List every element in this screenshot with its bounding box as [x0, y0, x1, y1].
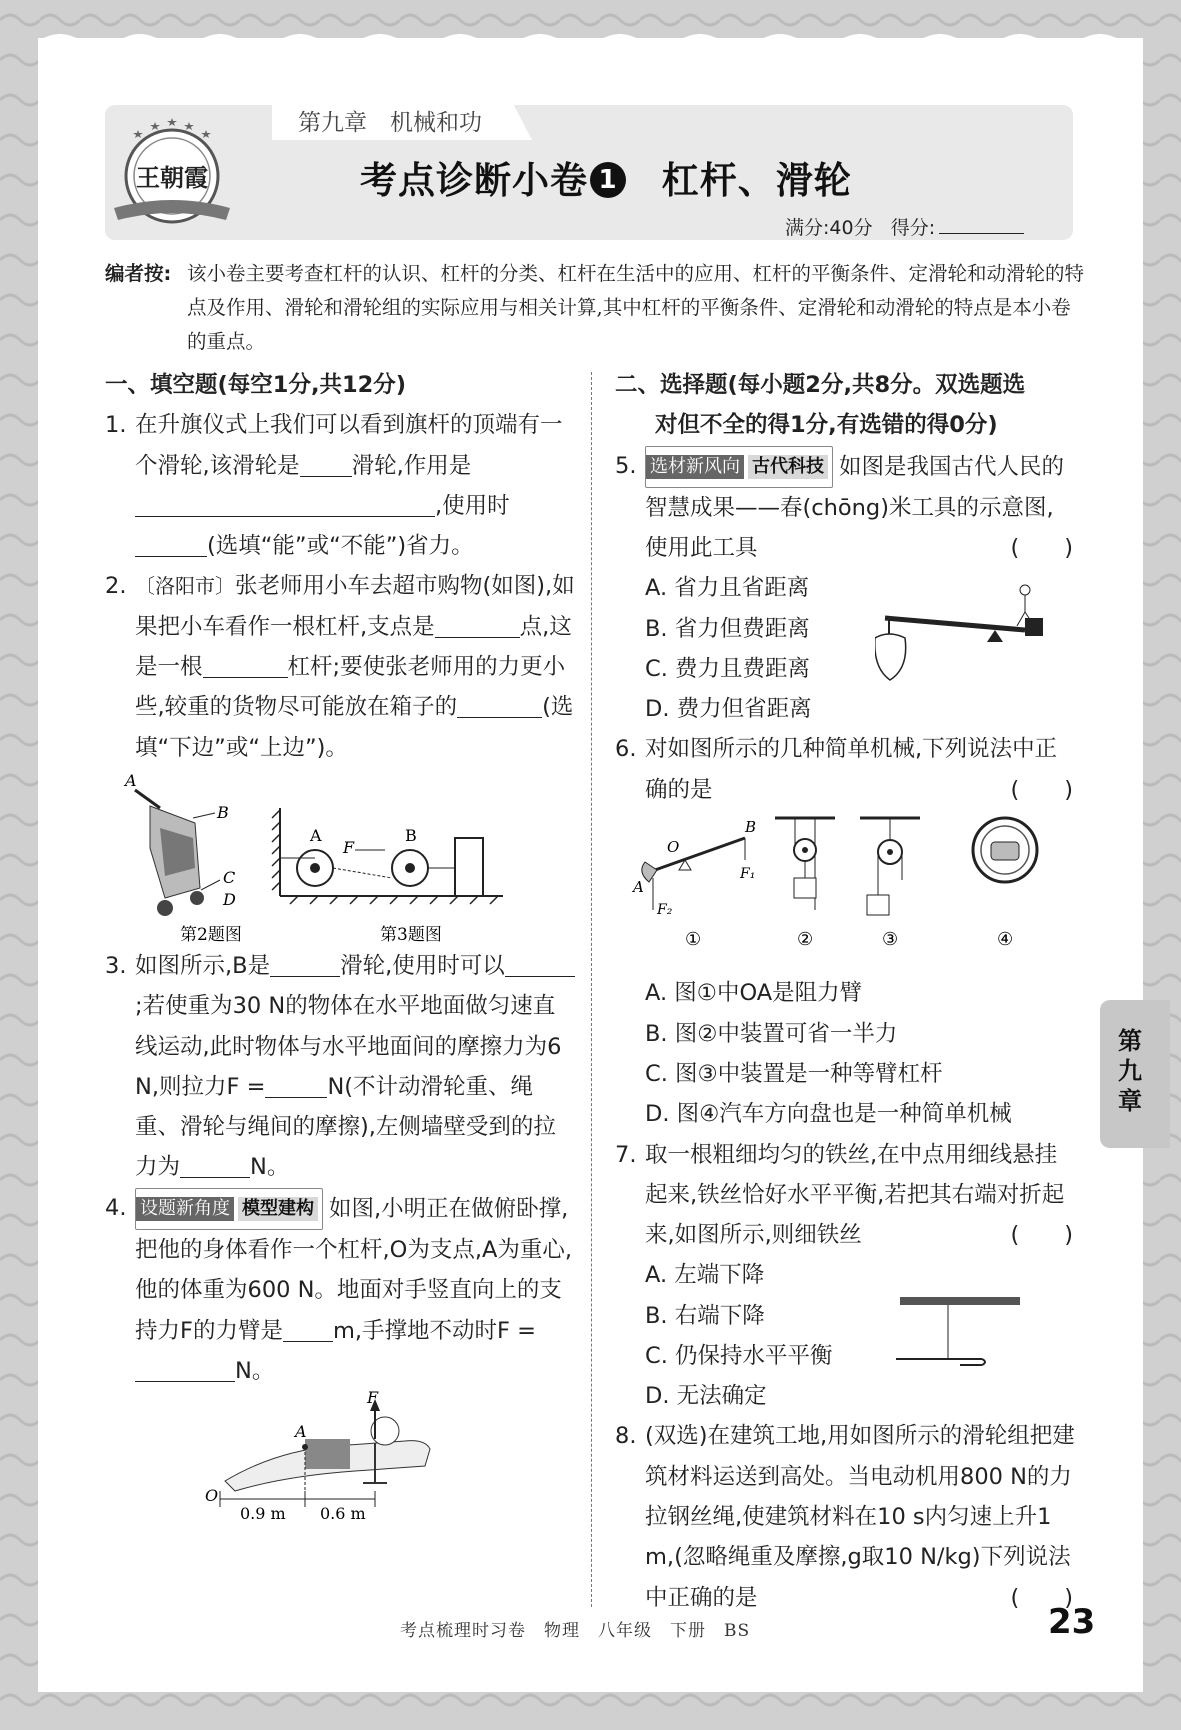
score-blank[interactable] — [939, 233, 1024, 234]
svg-text:C: C — [223, 867, 236, 887]
svg-text:0.6 m: 0.6 m — [320, 1504, 366, 1522]
q1-blank-2[interactable] — [135, 490, 435, 517]
footer: 考点梳理时习卷 物理 八年级 下册 BS — [400, 1621, 751, 1641]
q5-option-c[interactable]: C. 费力且费距离 — [645, 656, 811, 683]
q3-blank-3[interactable] — [265, 1071, 327, 1098]
question-5: 5. 选材新风向 古代科技 如图是我国古代人民的智慧成果——春(chōng)米工具的示意图,使用此工具 ( ) — [615, 446, 1075, 569]
mortar-tool-figure — [875, 578, 1065, 688]
editor-note: 编者按: 该小卷主要考查杠杆的认识、杠杆的分类、杠杆在生活中的应用、杠杆的平衡条件、定滑轮和动滑轮的特点及作用、滑轮和滑轮组的实际应用与相关计算,其中杠杆的平衡条件、定滑轮和动滑轮的特点是本小卷的重点。 — [105, 262, 1085, 353]
svg-text:第2题图: 第2题图 — [180, 924, 242, 945]
brand-logo — [108, 112, 236, 232]
section-fill-blank: 一、填空题(每空1分,共12分) — [105, 372, 407, 398]
svg-text:王朝霞: 王朝霞 — [136, 163, 208, 192]
q2-blank-1[interactable] — [435, 611, 520, 638]
question-3: 3. 如图所示,B是 滑轮,使用时可以;若使重为30 N的物体在水平地面做匀速直线运动,此时物体与水平地面间的摩擦力为6 N,则拉力F = N(不计动滑轮重、绳重、滑轮与绳间的摩擦),左侧墙壁受到的拉力为 N。 — [105, 946, 575, 1188]
section-choice: 二、选择题(每小题2分,共8分。双选题选 — [615, 372, 1026, 398]
q5-option-a[interactable]: A. 省力且省距离 — [645, 575, 810, 602]
left-column — [105, 365, 575, 1535]
q5-options — [615, 568, 1075, 729]
q5-tag: 选材新风向 古代科技 — [645, 446, 833, 488]
q5-option-b[interactable]: B. 省力但费距离 — [645, 615, 810, 642]
svg-text:①: ① — [685, 929, 702, 951]
q5-option-d[interactable]: D. 费力但省距离 — [645, 696, 812, 723]
svg-text:F₂: F₂ — [657, 902, 673, 919]
simple-machines-figure — [615, 810, 1075, 960]
right-column: 二、选择题(每小题2分,共8分。双选题选 对但不全的得1分,有选错的得0分) 5. 选材新风向 古代科技 如图是我国古代人民的智慧成果——春(chōng)米工具的示意图,使用此工具 ( ) A. 省力且省距离 B. 省力但费距离 C. 费力且费距离 D. 费力但省距离 6. 对如图所示的几种简单机械,下列说法中正确的是 ( ) O B F₁ A F₂ ① ② ③ ④ A. 图①中OA是阻力臂 B. 图②中装置可省一半力 C. 图③中装置是一种等臂杠杆 D. 图④汽车方向盘也是一种简单机械 7. 取一根粗细均匀的铁丝,在中点用细线悬挂起来,铁丝恰好水平平衡,若把其右端对折起来,如图所示,则细铁丝 ( ) A. 左端下降 B. 右端下降 C. 仍保持水平平衡 D. 无法确定 8. (双选)在建筑工地,用如图所示的滑轮组把建筑材料运送到高处。当电动机用800 N的力拉钢丝绳,使建筑材料在10 s内匀速上升1 m,(忽略绳重及摩擦,g取10 N/kg)下列说法中正确的是 ( ) — [615, 365, 1075, 1618]
q3-blank-1[interactable] — [270, 950, 340, 977]
q7-option-c[interactable]: C. 仍保持水平平衡 — [645, 1343, 833, 1370]
cart-and-pulley-figures — [105, 768, 575, 946]
svg-text:F₁: F₁ — [740, 866, 756, 883]
q6-option-c[interactable]: C. 图③中装置是一种等臂杠杆 — [645, 1060, 943, 1087]
svg-text:B: B — [217, 802, 229, 822]
chapter-side-tab[interactable]: 第九章 — [1100, 1000, 1170, 1148]
q2-blank-3[interactable] — [457, 691, 542, 718]
q6-option-d[interactable]: D. 图④汽车方向盘也是一种简单机械 — [645, 1101, 1012, 1128]
page-title: 考点诊断小卷 1 杠杆、滑轮 — [360, 159, 852, 202]
svg-text:B: B — [745, 818, 757, 837]
svg-text:F: F — [343, 837, 355, 857]
q3-blank-2[interactable] — [505, 950, 575, 977]
question-7: 7. 取一根粗细均匀的铁丝,在中点用细线悬挂起来,铁丝恰好水平平衡,若把其右端对折起来,如图所示,则细铁丝 ( ) — [615, 1141, 1073, 1249]
svg-text:③: ③ — [882, 929, 899, 951]
score-line: 满分:40分 得分: — [785, 213, 1024, 240]
svg-text:A: A — [310, 825, 322, 845]
q4-tag: 设题新角度 模型建构 — [135, 1188, 323, 1230]
q7-option-d[interactable]: D. 无法确定 — [645, 1383, 767, 1410]
q7-option-a[interactable]: A. 左端下降 — [645, 1262, 765, 1289]
svg-text:0.9 m: 0.9 m — [240, 1504, 286, 1522]
question-2: 2. 〔洛阳市〕张老师用小车去超市购物(如图),如果把小车看作一根杠杆,支点是 点,这是一根 杠杆;要使张老师用的力更小些,较重的货物尽可能放在箱子的 (选填“下边”或“上边”)。 — [105, 573, 575, 761]
q6-option-b[interactable]: B. 图②中装置可省一半力 — [645, 1020, 898, 1047]
column-divider — [591, 372, 592, 1607]
q1-blank-1[interactable] — [300, 450, 352, 477]
chapter-label: 第九章 机械和功 — [298, 110, 482, 136]
svg-text:第3题图: 第3题图 — [380, 924, 442, 945]
q4-blank-2[interactable] — [135, 1355, 235, 1382]
svg-text:②: ② — [797, 929, 814, 951]
svg-text:F: F — [367, 1391, 379, 1408]
pushup-figure — [105, 1391, 575, 1521]
svg-text:④: ④ — [997, 929, 1014, 951]
q2-blank-2[interactable] — [203, 651, 288, 678]
question-6: 6. 对如图所示的几种简单机械,下列说法中正确的是 ( ) — [615, 736, 1073, 803]
q4-blank-1[interactable] — [283, 1315, 333, 1342]
title-number-badge: 1 — [590, 162, 626, 198]
q7-options — [615, 1255, 1075, 1416]
svg-text:D: D — [223, 889, 236, 909]
svg-text:O: O — [667, 838, 680, 857]
svg-text:O: O — [205, 1486, 219, 1506]
svg-text:A: A — [125, 770, 137, 790]
q3-blank-4[interactable] — [180, 1151, 250, 1178]
question-1: 1. 在升旗仪式上我们可以看到旗杆的顶端有一个滑轮,该滑轮是 滑轮,作用是,使用时(选填“能”或“不能”)省力。 — [105, 412, 563, 560]
page-number: 23 — [1048, 1602, 1096, 1642]
wire-figure — [890, 1295, 1030, 1375]
q7-option-b[interactable]: B. 右端下降 — [645, 1302, 765, 1329]
figures-2-3 — [105, 768, 575, 946]
svg-text:A: A — [295, 1422, 307, 1442]
q6-option-a[interactable]: A. 图①中OA是阻力臂 — [645, 980, 863, 1007]
question-8: 8. (双选)在建筑工地,用如图所示的滑轮组把建筑材料运送到高处。当电动机用800 N的力拉钢丝绳,使建筑材料在10 s内匀速上升1 m,(忽略绳重及摩擦,g取10 N/kg)下列说法中正确的是 ( ) — [615, 1423, 1075, 1611]
svg-text:B: B — [405, 825, 417, 845]
svg-text:A: A — [633, 878, 644, 897]
question-4: 4. 设题新角度 模型建构 如图,小明正在做俯卧撑,把他的身体看作一个杠杆,O为支点,A为重心,他的体重为600 N。地面对手竖直向上的支持力F的力臂是 m,手撑地不动时F =N。 — [105, 1188, 575, 1391]
q1-blank-3[interactable] — [135, 530, 207, 557]
